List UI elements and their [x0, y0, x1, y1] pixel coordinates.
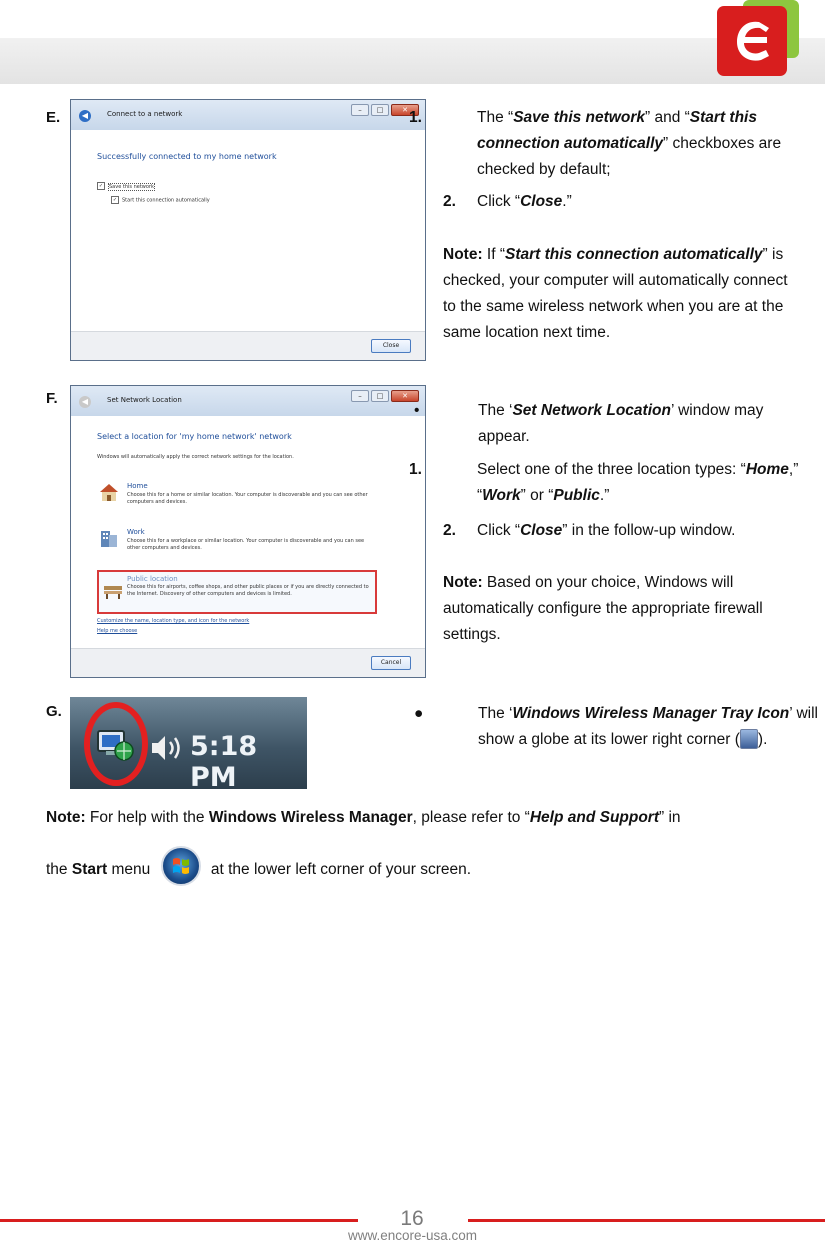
success-heading: Successfully connected to my home network	[97, 152, 277, 161]
location-option-home[interactable]	[99, 482, 379, 512]
cancel-button[interactable]: Cancel	[371, 656, 411, 670]
location-intro: Windows will automatically apply the correct network settings for the location.	[97, 454, 294, 460]
text: .”	[562, 193, 572, 210]
note-label: Note:	[443, 246, 483, 263]
step-f-2	[443, 518, 783, 544]
footer-line-left	[0, 1219, 358, 1222]
minimize-button[interactable]: –	[351, 104, 369, 116]
text: The “	[477, 109, 514, 126]
text: ” or “	[520, 487, 554, 504]
checkbox-checked-icon: ✓	[98, 183, 104, 189]
text: Help and Support	[529, 809, 660, 826]
customize-network-link[interactable]: Customize the name, location type, and icon for the network	[97, 618, 250, 624]
step-label-e: E.	[46, 109, 61, 126]
text: ,” “	[477, 461, 799, 504]
bottom-note-line2	[46, 846, 806, 886]
save-network-checkbox[interactable]	[97, 182, 155, 191]
text: at the lower left corner of your screen.	[206, 861, 472, 878]
window-close-button[interactable]: ✕	[391, 390, 419, 402]
window-title: Set Network Location	[107, 396, 182, 404]
step-label-f: F.	[46, 390, 58, 407]
window-title: Connect to a network	[107, 110, 183, 118]
location-name: Home	[127, 482, 148, 490]
encore-logo	[717, 0, 799, 76]
office-building-icon	[99, 528, 119, 548]
website-url[interactable]: www.encore-usa.com	[347, 1228, 478, 1243]
step-label-g: G.	[46, 703, 62, 720]
window-footer	[71, 331, 425, 360]
step-e-1	[409, 105, 807, 183]
wireless-manager-tray-icon	[740, 729, 758, 749]
note-label: Note:	[443, 574, 483, 591]
bullet-icon: •	[414, 402, 420, 419]
text: ” and “	[644, 109, 690, 126]
window-close-button[interactable]: ✕	[391, 104, 419, 116]
connect-network-window	[70, 99, 426, 361]
location-option-public[interactable]	[97, 570, 377, 614]
text: menu	[107, 861, 155, 878]
window-controls	[351, 390, 419, 402]
header-top	[0, 0, 825, 38]
text: Select one of the three location types: “	[477, 461, 746, 478]
location-heading: Select a location for 'my home network' network	[97, 432, 292, 441]
note-e	[443, 242, 788, 346]
window-footer	[71, 648, 425, 677]
text: Set Network Location	[512, 402, 671, 419]
step-number: 2.	[443, 193, 456, 210]
maximize-button[interactable]: □	[371, 104, 389, 116]
text: ’ window may appear.	[478, 402, 764, 445]
checkbox-checked-icon: ✓	[112, 197, 118, 203]
text: If “	[482, 246, 505, 263]
step-e-2	[443, 189, 773, 215]
note-f	[443, 570, 788, 648]
location-desc: Choose this for airports, coffee shops, and other public places or if you are directly connected to the Internet. Discovery of other computers and devices is limited.	[127, 584, 369, 597]
text: , please refer to “	[412, 809, 530, 826]
windows-start-orb-icon	[161, 846, 201, 886]
window-title-bar	[71, 386, 425, 416]
minimize-button[interactable]: –	[351, 390, 369, 402]
start-automatically-checkbox[interactable]	[111, 196, 210, 205]
location-option-work[interactable]	[99, 528, 379, 558]
location-desc: Choose this for a home or similar location. Your computer is discoverable and you can see other computers and devices.	[127, 492, 368, 505]
text: ” checkboxes are checked by default;	[477, 135, 782, 178]
home-icon	[99, 482, 119, 502]
step-f-1	[409, 457, 817, 509]
text: Windows Wireless Manager	[208, 809, 413, 826]
text: Based on your choice, Windows will automatically configure the appropriate firewall settings.	[443, 574, 763, 643]
volume-icon[interactable]	[150, 733, 186, 768]
text: ).	[757, 731, 768, 748]
text: Start this connection automatically	[477, 109, 757, 152]
text: Click “	[477, 193, 521, 210]
window-title-bar	[71, 100, 425, 130]
text: ” is checked, your computer will automatically connect to the same wireless network when you are at the same location next time.	[443, 246, 788, 341]
taskbar-tray-screenshot	[70, 697, 307, 789]
step-g-bullet	[414, 701, 823, 753]
step-f-bullet	[414, 398, 808, 450]
step-number: 1.	[409, 109, 422, 126]
highlight-circle	[84, 702, 148, 786]
text: ” in	[659, 809, 681, 826]
back-arrow-icon[interactable]: ◀	[79, 396, 91, 408]
step-number: 2.	[443, 522, 456, 539]
footer-line-right	[468, 1219, 825, 1222]
text: Home	[745, 461, 789, 478]
text: ’ will show a globe at its lower right corner (	[478, 705, 818, 748]
close-button[interactable]: Close	[371, 339, 411, 353]
back-arrow-icon[interactable]: ◀	[79, 110, 91, 122]
maximize-button[interactable]: □	[371, 390, 389, 402]
park-bench-icon	[103, 580, 123, 600]
page-number: 16	[400, 1207, 424, 1230]
save-network-label: Save this network	[109, 183, 154, 190]
text: The ‘	[478, 402, 513, 419]
text: ” in the follow-up window.	[562, 522, 736, 539]
text: Click “	[477, 522, 521, 539]
set-network-location-window	[70, 385, 426, 678]
text: Start this connection automatically	[505, 246, 763, 263]
bottom-note-line1	[46, 805, 806, 831]
text: Save this network	[513, 109, 645, 126]
start-automatically-label: Start this connection automatically	[122, 197, 210, 204]
text: Start	[71, 861, 108, 878]
text: For help with the	[85, 809, 209, 826]
location-name: Work	[127, 528, 145, 536]
location-name: Public location	[127, 575, 178, 583]
bullet-icon: ●	[414, 705, 424, 722]
header-band	[0, 38, 825, 84]
text: Close	[520, 193, 563, 210]
tray-clock[interactable]: 5:18 PM	[190, 731, 258, 789]
step-number: 1.	[409, 461, 422, 478]
location-desc: Choose this for a workplace or similar location. Your computer is discoverable and you can see other computers and devices.	[127, 538, 365, 551]
text: Windows Wireless Manager Tray Icon	[512, 705, 790, 722]
text: Work	[482, 487, 521, 504]
text: the	[46, 861, 72, 878]
text: Close	[520, 522, 563, 539]
text: The ‘	[478, 705, 513, 722]
help-me-choose-link[interactable]: Help me choose	[97, 628, 138, 634]
text: .”	[599, 487, 610, 504]
note-label: Note:	[46, 809, 86, 826]
text: Public	[553, 487, 600, 504]
